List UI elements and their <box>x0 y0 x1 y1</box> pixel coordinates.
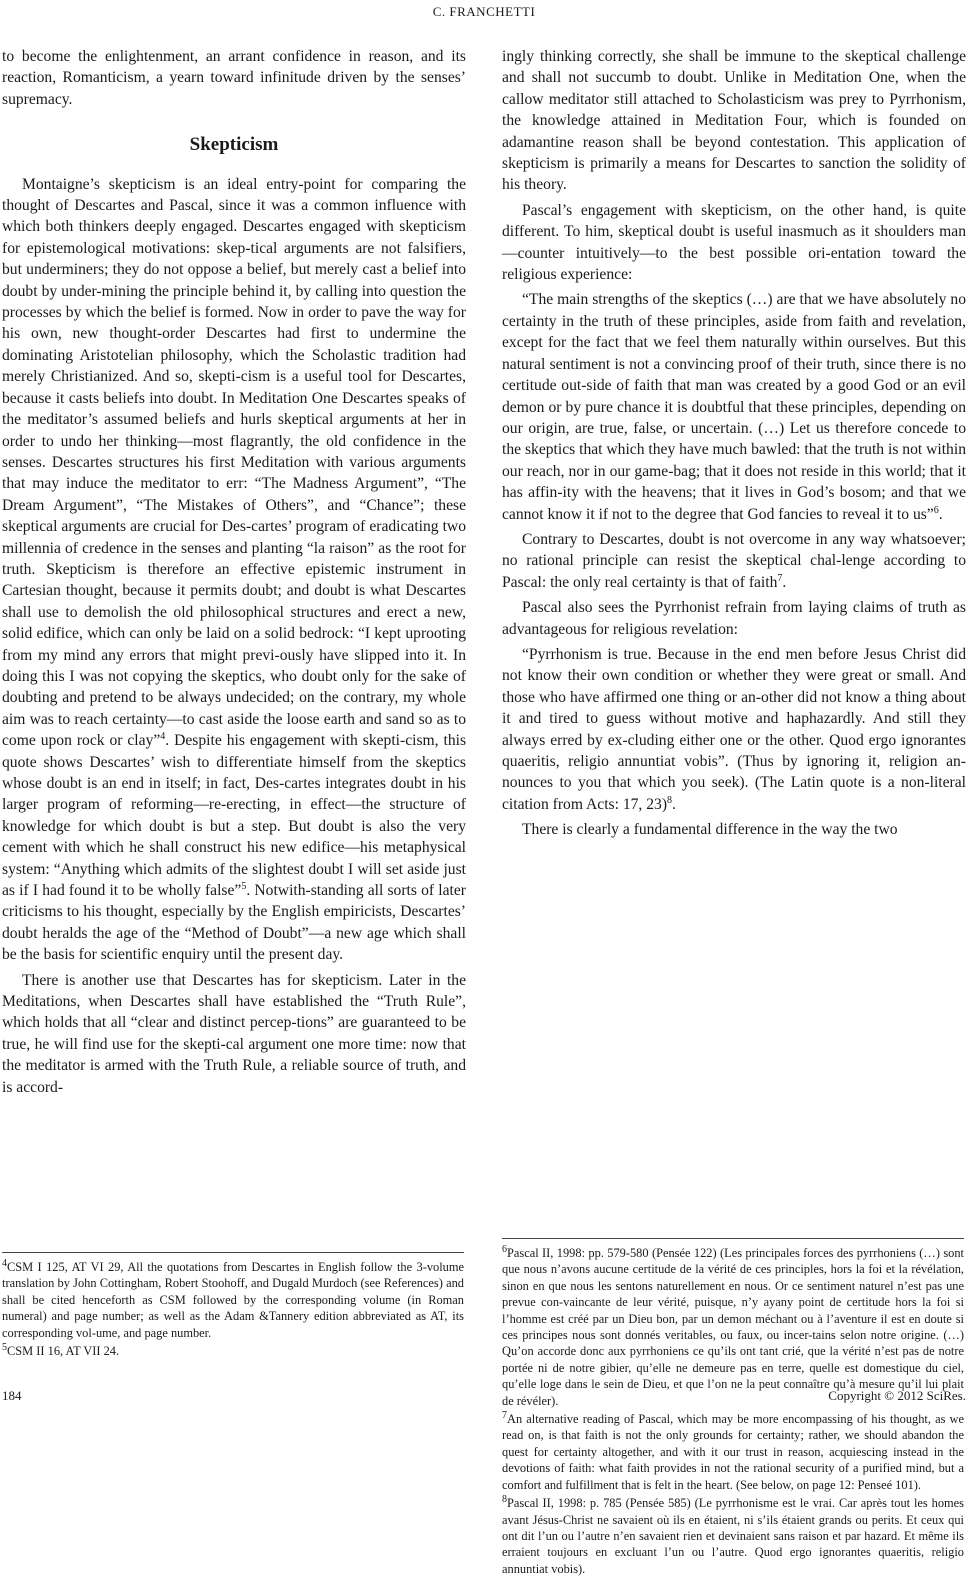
pascal-quote-1: “The main strengths of the skeptics (…) are that we have absolutely no certainty in the truth of these principles, aside from faith and revelation, except for the fact that we feel them naturally within ourselves. But this natural sentiment is not a convincing proof of their truth, since there is no certitude out-side of faith that man was created by a good God or an evil demon or by pure chance it is doubtful that these principles, depending on our origin, are true, false, or uncertain. (…) Let us therefore concede to the skeptics that which they have much bawled: that the truth is not within our reach, nor in our game-bag; that it does not reside in this world; that it has affin-ity with the heavens; that it lives in God’s bosom; and that we cannot know it if not to the degree that God fancies to reveal it to us”$^6$. <box>502 291 966 523</box>
paragraph-contrary: Contrary to Descartes, doubt is not overcome in any way whatsoever; no rational principle can resist the skeptical chal-lenge according to Pascal: the only real certainty is that of faith$^7$. <box>502 530 966 591</box>
footnote-5: $^5$CSM II 16, AT VII 24. <box>2 1341 120 1359</box>
footnote-ref-8[interactable]: 8 <box>667 794 673 806</box>
footnote-ref-7[interactable]: 7 <box>777 572 783 584</box>
paragraph-text: Montaigne’s skepticism is an ideal entry-point for comparing the thought of Descartes and Pascal, since it was a common influence with which both thinkers deeply engaged. Descartes engaged with skepticism for epistemological motivations: skep-tical arguments are not falsifiers, but underminers; they do not oppose a belief, but merely cast a belief into doubt by under-mining the principle behind it, by calling into question the processes by which the belief is formed. Now in order to pave the way for his own, new thought-order Descartes had first to undermine the dominating Aristotelian philosophy, which the Scholastic tradition had merely Christianized. And so, skepti-cism is a useful tool for Descartes, because it casts beliefs into doubt. In Meditation One Descartes speaks of the meditator’s assumed beliefs and hurls skeptical arguments at her in order to undo her thinking—most flagrantly, the old confidence in the senses. Descartes structures his first Meditation with various arguments that may induce the meditator to err: “The Madness Argument”, “The Dream Argument”, “The Mistakes of Others”, and “Chance”; these skeptical arguments are crucial for Des-cartes’ program of eradicating two millennia of credence in the senses and planting “la raison” as the root for truth. Skepticism is therefore an effective epistemic instrument in Cartesian thought, because it permits doubt; and doubt is what Descartes shall use to demolish the old philosophical structures and erect a new, solid edifice, which can only be laid on a solid bedrock: “I kept uprooting from my mind any errors that might previ-ously have slipped into it. In doing this I was not copying the skeptics, who doubt only for the sake of doubting and pretend to be always undecided; on the contrary, my whole aim was to reach certainty—to cast aside the loose earth and sand so as to come upon rock or clay” <box>2 175 466 750</box>
page-number: 184 <box>2 1388 22 1403</box>
footnote-4: $^4$CSM I 125, AT VI 29, All the quotations from Descartes in English follow the 3-volume translation by John Cottingham, Robert Stoohoff, and Dugald Murdoch (see References) and shall be cited henceforth as CSM followed by the corresponding volume (in Roman numeral) and page number; as well as the Adam &Tannery edition abbreviated as AT, its corresponding vol-ume, and page number. <box>2 1257 464 1340</box>
paragraph-text-cont: . Despite his engagement with skepti-cism, this quote shows Descartes’ wish to differentiate himself from the skeptics whose doubt is an end in itself; in fact, Des-cartes integrates doubt in his larger program of reforming—re-erecting, in effect—the structure of knowledge for which doubt is but a step. But doubt is also the very cement with which he shall construct his new edifice—his metaphysical system: “Anything which admits of the slightest doubt I will set aside just as if I had found it to be wholly false” <box>2 732 467 900</box>
paragraph-skepticism-2: There is another use that Descartes has for skepticism. Later in the Meditations, when Descartes shall have established the “Truth Rule”, which holds that all “clear and distinct percep-tions” are guaranteed to be true, he will find use for the skepti-cal argument one more time: now that the meditator is armed with the Truth Rule, a reliable source of truth, and is accord- <box>2 971 466 1096</box>
copyright-notice: Copyright © 2012 SciRes. <box>828 1388 966 1403</box>
footnotes-left <box>2 1252 464 1361</box>
footnote-rule <box>502 1238 964 1239</box>
paragraph-text-cont2: . Notwith-standing all sorts of later criticisms to his thought, especially by the English empiricists, Descartes’ doubt heralds the age of the “Method of Doubt”—a new age which shall be the basis for scientific enquiry until the present day. <box>2 882 466 964</box>
paragraph-pascal: Pascal’s engagement with skepticism, on the other hand, is quite different. To him, skeptical doubt is useful inasmuch as it shoulders man—counter intuitively—to the best possible ori-entation toward the religious experience: <box>502 201 966 284</box>
section-heading: Skepticism <box>189 134 279 156</box>
right-column <box>502 46 966 845</box>
footnote-ref-6[interactable]: 6 <box>933 504 939 516</box>
quote-text: “The main strengths of the skeptics (…) are that we have absolutely no certainty in the truth of these principles, aside from faith and revelation, except for the fact that we feel them naturally within ourselves. But this natural sentiment is not a convincing proof of their truth, since there is no certitude out-side of faith that man was created by a good God or an evil demon or by pure chance it is doubtful that these principles, depending on our origin, are true, false, or uncertain. (…) Let us therefore concede to the skeptics that which they have much bawled: that the truth is not within our reach, nor in our game-bag; that it does not reside in this world; that it has affin-ity with the heavens; that it lives in God’s bosom; and that we cannot know it if not to the degree that God fancies to reveal it to us” <box>502 291 966 523</box>
running-head: C. FRANCHETTI <box>432 4 536 19</box>
quote-text: “Pyrrhonism is true. Because in the end men before Jesus Christ did not know their own condition or whether they were great or small. And those who have affirmed one thing or an-other did not know a thing about it and tired to guess without motive and haphazardly. And still they always erred by ex-cluding either one or the other. Quod ergo ignorantes quaeritis, religio annuntiat vobis”. (Thus by ignoring it, religion an-nounces to you that which you seek). (The Latin quote is a non-literal citation from Acts: 17, 23) <box>502 645 966 813</box>
footnote-8: $^8$Pascal II, 1998: p. 785 (Pensée 585) (Le pyrrhonisme est le vrai. Car après tout les homes avant Jésus-Christ ne savaient où ils en étaient, ni s’ils étaient grands ou perits. Et ceux qui ont dit l’un ou l’autre n’en savaient rien et devinaient sans raison et par hazard. Et même ils erraient toujours en excluant l’un ou l’autre. Quod ergo ignorantes quaeritis, religio annuntiat vobis). <box>502 1493 964 1576</box>
paragraph-pyrrhonist: Pascal also sees the Pyrrhonist refrain from laying claims of truth as advantageous for religious revelation: <box>502 599 966 638</box>
footnote-ref-5[interactable]: 5 <box>241 880 247 892</box>
paragraph-difference: There is clearly a fundamental difference in the way the two <box>522 821 898 839</box>
pascal-quote-2: “Pyrrhonism is true. Because in the end men before Jesus Christ did not know their own condition or whether they were great or small. And those who have affirmed one thing or an-other did not know a thing about it and tired to guess without motive and haphazardly. And still they always erred by ex-cluding either one or the other. Quod ergo ignorantes quaeritis, religio annuntiat vobis”. (Thus by ignoring it, religion an-nounces to you that which you seek). (The Latin quote is a non-literal citation from Acts: 17, 23)$^8$. <box>502 645 966 813</box>
paragraph-text: Contrary to Descartes, doubt is not overcome in any way whatsoever; no rational principle can resist the skeptical chal-lenge according to Pascal: the only real certainty is that of faith <box>502 530 966 591</box>
intro-fragment: to become the enlightenment, an arrant confidence in reason, and its reaction, Romanticism, a yearn toward infinitude driven by the senses’ supremacy. <box>2 48 466 108</box>
footnote-6: $^6$Pascal II, 1998: pp. 579-580 (Pensée 122) (Les principales forces des pyrrhoniens (…) sont que nous n’avons aucune certitude de la vérité de ces principles, hors la foi et la révélation, sinon en que nous les sentons naturellement en nous. Or ce sentiment naturel n’est pas une prevue con-vaincante de leur vérité, puisque, n’y ayany point de certitude hors la foi si l’homme est créé par un Dieu bon, par un demon méchant ou à l’aventure il est en doute si ces principes nous sont donnés veritables, ou faux, ou incer-tains selon notre origine. (…) Qu’on accorde donc aux pyrrhoniens ce qu’ils ont tant crié, que la vérité n’est pas de notre portée ni de notre gibier, qu’elle ne demeure pas en terre, quelle est domestique du ciel, qu’elle loge dans le sein de Dieu, et que l’on ne la peut connaître qu’à mesure qu’il lui plait de révéler). <box>502 1243 964 1408</box>
footnote-ref-4[interactable]: 4 <box>160 731 166 742</box>
paragraph-continued: ingly thinking correctly, she shall be immune to the skeptical challenge and shall not succumb to doubt. Unlike in Meditation One, when the callow meditator still attached to Scholasticism was prey to Pyrrhonism, the knowledge attained in Meditation Four, which is founded on adamantine reason shall be beyond contestation. This application of skepticism is primarily a means for Descartes to sanction the solidity of his theory. <box>502 48 966 194</box>
footnote-7: $^7$An alternative reading of Pascal, which may be more encompassing of his thought, as we read on, is that faith is not the only grounds for certainty; rather, we should abandon the quest for certainty altogether, and with it our trust in reason, acquiescing instead in the devotions of faith: what faith provides in not the rational security of a purified mind, but a comfort and fulfillment that is felt in the heart. (See below, on page 12: Penseé 101). <box>502 1409 964 1492</box>
footnotes-right <box>502 1238 964 1579</box>
paragraph-skepticism-1 <box>2 174 466 966</box>
left-column <box>2 46 466 1102</box>
footnote-rule <box>2 1252 464 1253</box>
